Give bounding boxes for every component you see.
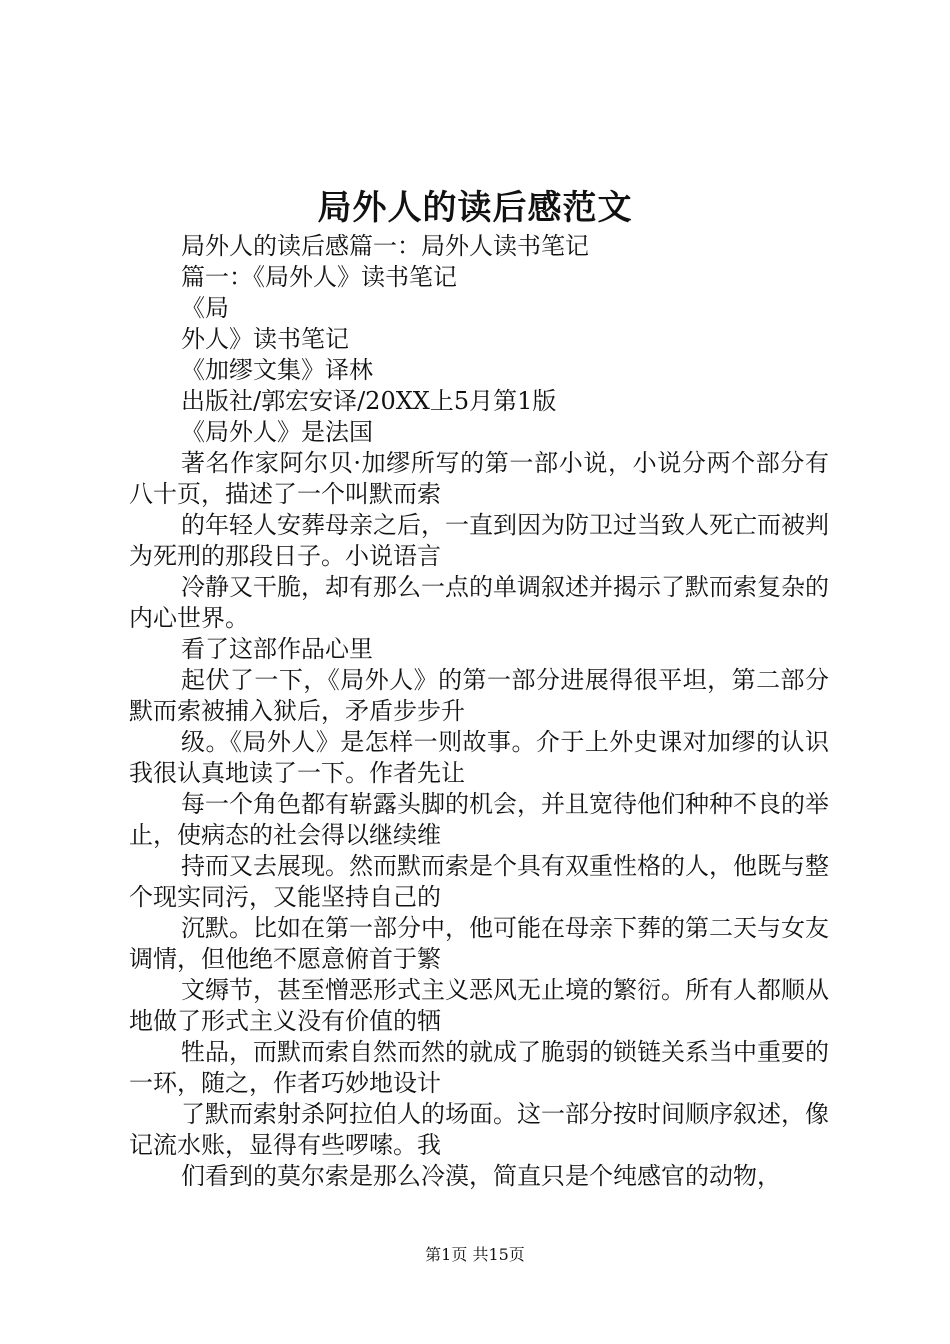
document-body [129, 231, 829, 1192]
paragraph: 牲品，而默而索自然而然的就成了脆弱的锁链关系当中重要的一环，随之，作者巧妙地设计 [129, 1038, 829, 1097]
paragraph: 每一个角色都有崭露头脚的机会，并且宽待他们种种不良的举止，使病态的社会得以继续维 [129, 790, 829, 849]
paragraph: 级。《局外人》是怎样一则故事。介于上外史课对加缪的认识我很认真地读了一下。作者先让 [129, 728, 829, 787]
paragraph: 著名作家阿尔贝·加缪所写的第一部小说，小说分两个部分有八十页，描述了一个叫默而索 [129, 449, 829, 508]
paragraph: 局外人的读后感篇一：局外人读书笔记 [181, 232, 589, 260]
paragraph: 《局外人》是法国 [181, 418, 373, 446]
paragraph: 沉默。比如在第一部分中，他可能在母亲下葬的第二天与女友调情，但他绝不愿意俯首于繁 [129, 914, 829, 973]
paragraph: 冷静又干脆，却有那么一点的单调叙述并揭示了默而索复杂的内心世界。 [129, 573, 829, 632]
paragraph: 出版社/郭宏安译/20XX上5月第1版 [181, 387, 557, 415]
document-title: 局外人的读后感范文 [317, 188, 633, 228]
paragraph: 《加缪文集》译林 [181, 356, 373, 384]
paragraph: 外人》读书笔记 [181, 325, 349, 353]
paragraph: 起伏了一下，《局外人》的第一部分进展得很平坦，第二部分默而索被捕入狱后，矛盾步步升 [129, 666, 829, 725]
paragraph: 了默而索射杀阿拉伯人的场面。这一部分按时间顺序叙述，像记流水账，显得有些啰嗦。我 [129, 1100, 829, 1159]
paragraph: 的年轻人安葬母亲之后，一直到因为防卫过当致人死亡而被判为死刑的那段日子。小说语言 [129, 511, 829, 570]
page-number-footer: 第1页 共15页 [425, 1245, 525, 1264]
paragraph: 文缛节，甚至憎恶形式主义恶风无止境的繁衍。所有人都顺从地做了形式主义没有价值的牺 [129, 976, 829, 1035]
paragraph: 《局 [181, 294, 229, 322]
paragraph: 看了这部作品心里 [181, 635, 373, 663]
paragraph: 持而又去展现。然而默而索是个具有双重性格的人，他既与整个现实同污，又能坚持自己的 [129, 852, 829, 911]
paragraph: 们看到的莫尔索是那么冷漠，简直只是个纯感官的动物， [181, 1162, 781, 1190]
paragraph: 篇一：《局外人》读书笔记 [181, 263, 457, 291]
